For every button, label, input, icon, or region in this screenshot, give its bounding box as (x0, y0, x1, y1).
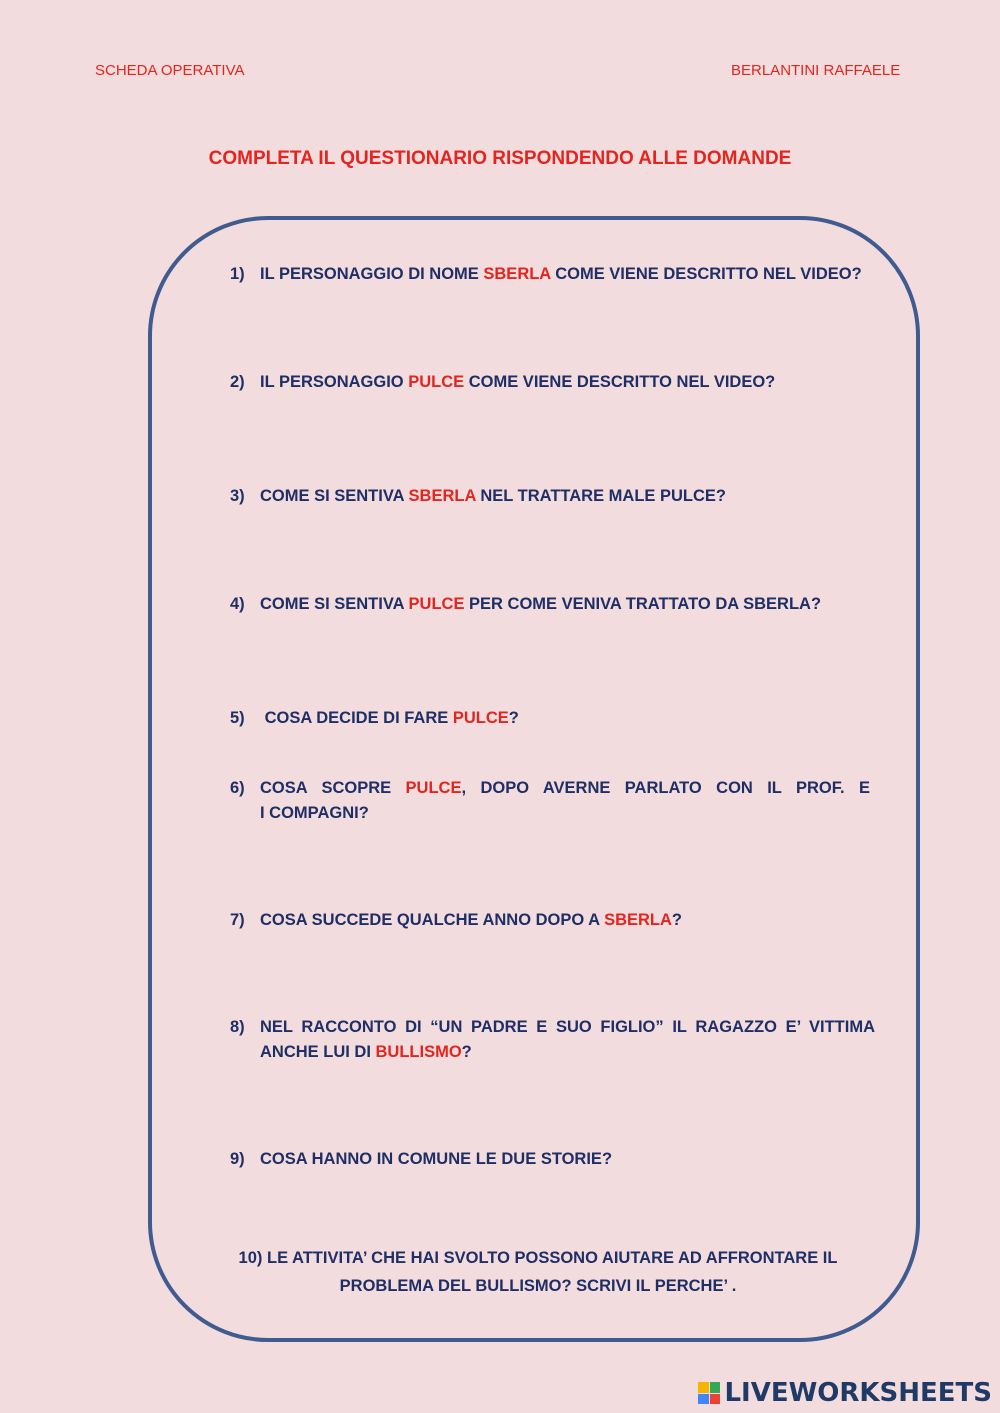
keyword: PULCE (405, 779, 462, 797)
page-title: COMPLETA IL QUESTIONARIO RISPONDENDO ALLE DOMANDE (208, 148, 792, 169)
question-7: 7) COSA SUCCEDE QUALCHE ANNO DOPO A SBERLA? (230, 911, 683, 929)
keyword: PULCE (408, 373, 465, 391)
keyword: SBERLA (483, 265, 551, 283)
question-6: 6) COSA SCOPRE PULCE, DOPO AVERNE PARLATO CON IL PROF. E I COMPAGNI? (230, 779, 870, 822)
keyword: PULCE (452, 709, 509, 727)
liveworksheets-logo[interactable] (698, 1379, 992, 1407)
question-4: 4) COME SI SENTIVA PULCE PER COME VENIVA TRATTATO DA SBERLA? (230, 595, 822, 613)
logo-text: LIVEWORKSHEETS (724, 1378, 992, 1408)
question-3: 3) COME SI SENTIVA SBERLA NEL TRATTARE MALE PULCE? (230, 487, 727, 505)
keyword: SBERLA (604, 911, 672, 929)
question-10: 10) LE ATTIVITA’ CHE HAI SVOLTO POSSONO AIUTARE AD AFFRONTARE IL PROBLEMA DEL BULLISMO? SCRIVI IL PERCHE’ . (238, 1249, 838, 1295)
header-right: BERLANTINI RAFFAELE (731, 62, 901, 79)
header-left: SCHEDA OPERATIVA (95, 62, 245, 79)
question-8: 8) NEL RACCONTO DI “UN PADRE E SUO FIGLIO” IL RAGAZZO E’ VITTIMA ANCHE LUI DI BULLISMO? (230, 1018, 875, 1061)
question-2: 2) IL PERSONAGGIO PULCE COME VIENE DESCRITTO NEL VIDEO? (230, 373, 776, 391)
question-1: 1) IL PERSONAGGIO DI NOME SBERLA COME VIENE DESCRITTO NEL VIDEO? (230, 265, 862, 283)
liveworksheets-logo-icon (698, 1382, 720, 1404)
keyword: BULLISMO (375, 1043, 462, 1061)
keyword: SBERLA (408, 487, 476, 505)
question-9: 9) COSA HANNO IN COMUNE LE DUE STORIE? (230, 1150, 613, 1168)
question-5: 5) COSA DECIDE DI FARE PULCE? (230, 709, 519, 727)
keyword: PULCE (408, 595, 465, 613)
